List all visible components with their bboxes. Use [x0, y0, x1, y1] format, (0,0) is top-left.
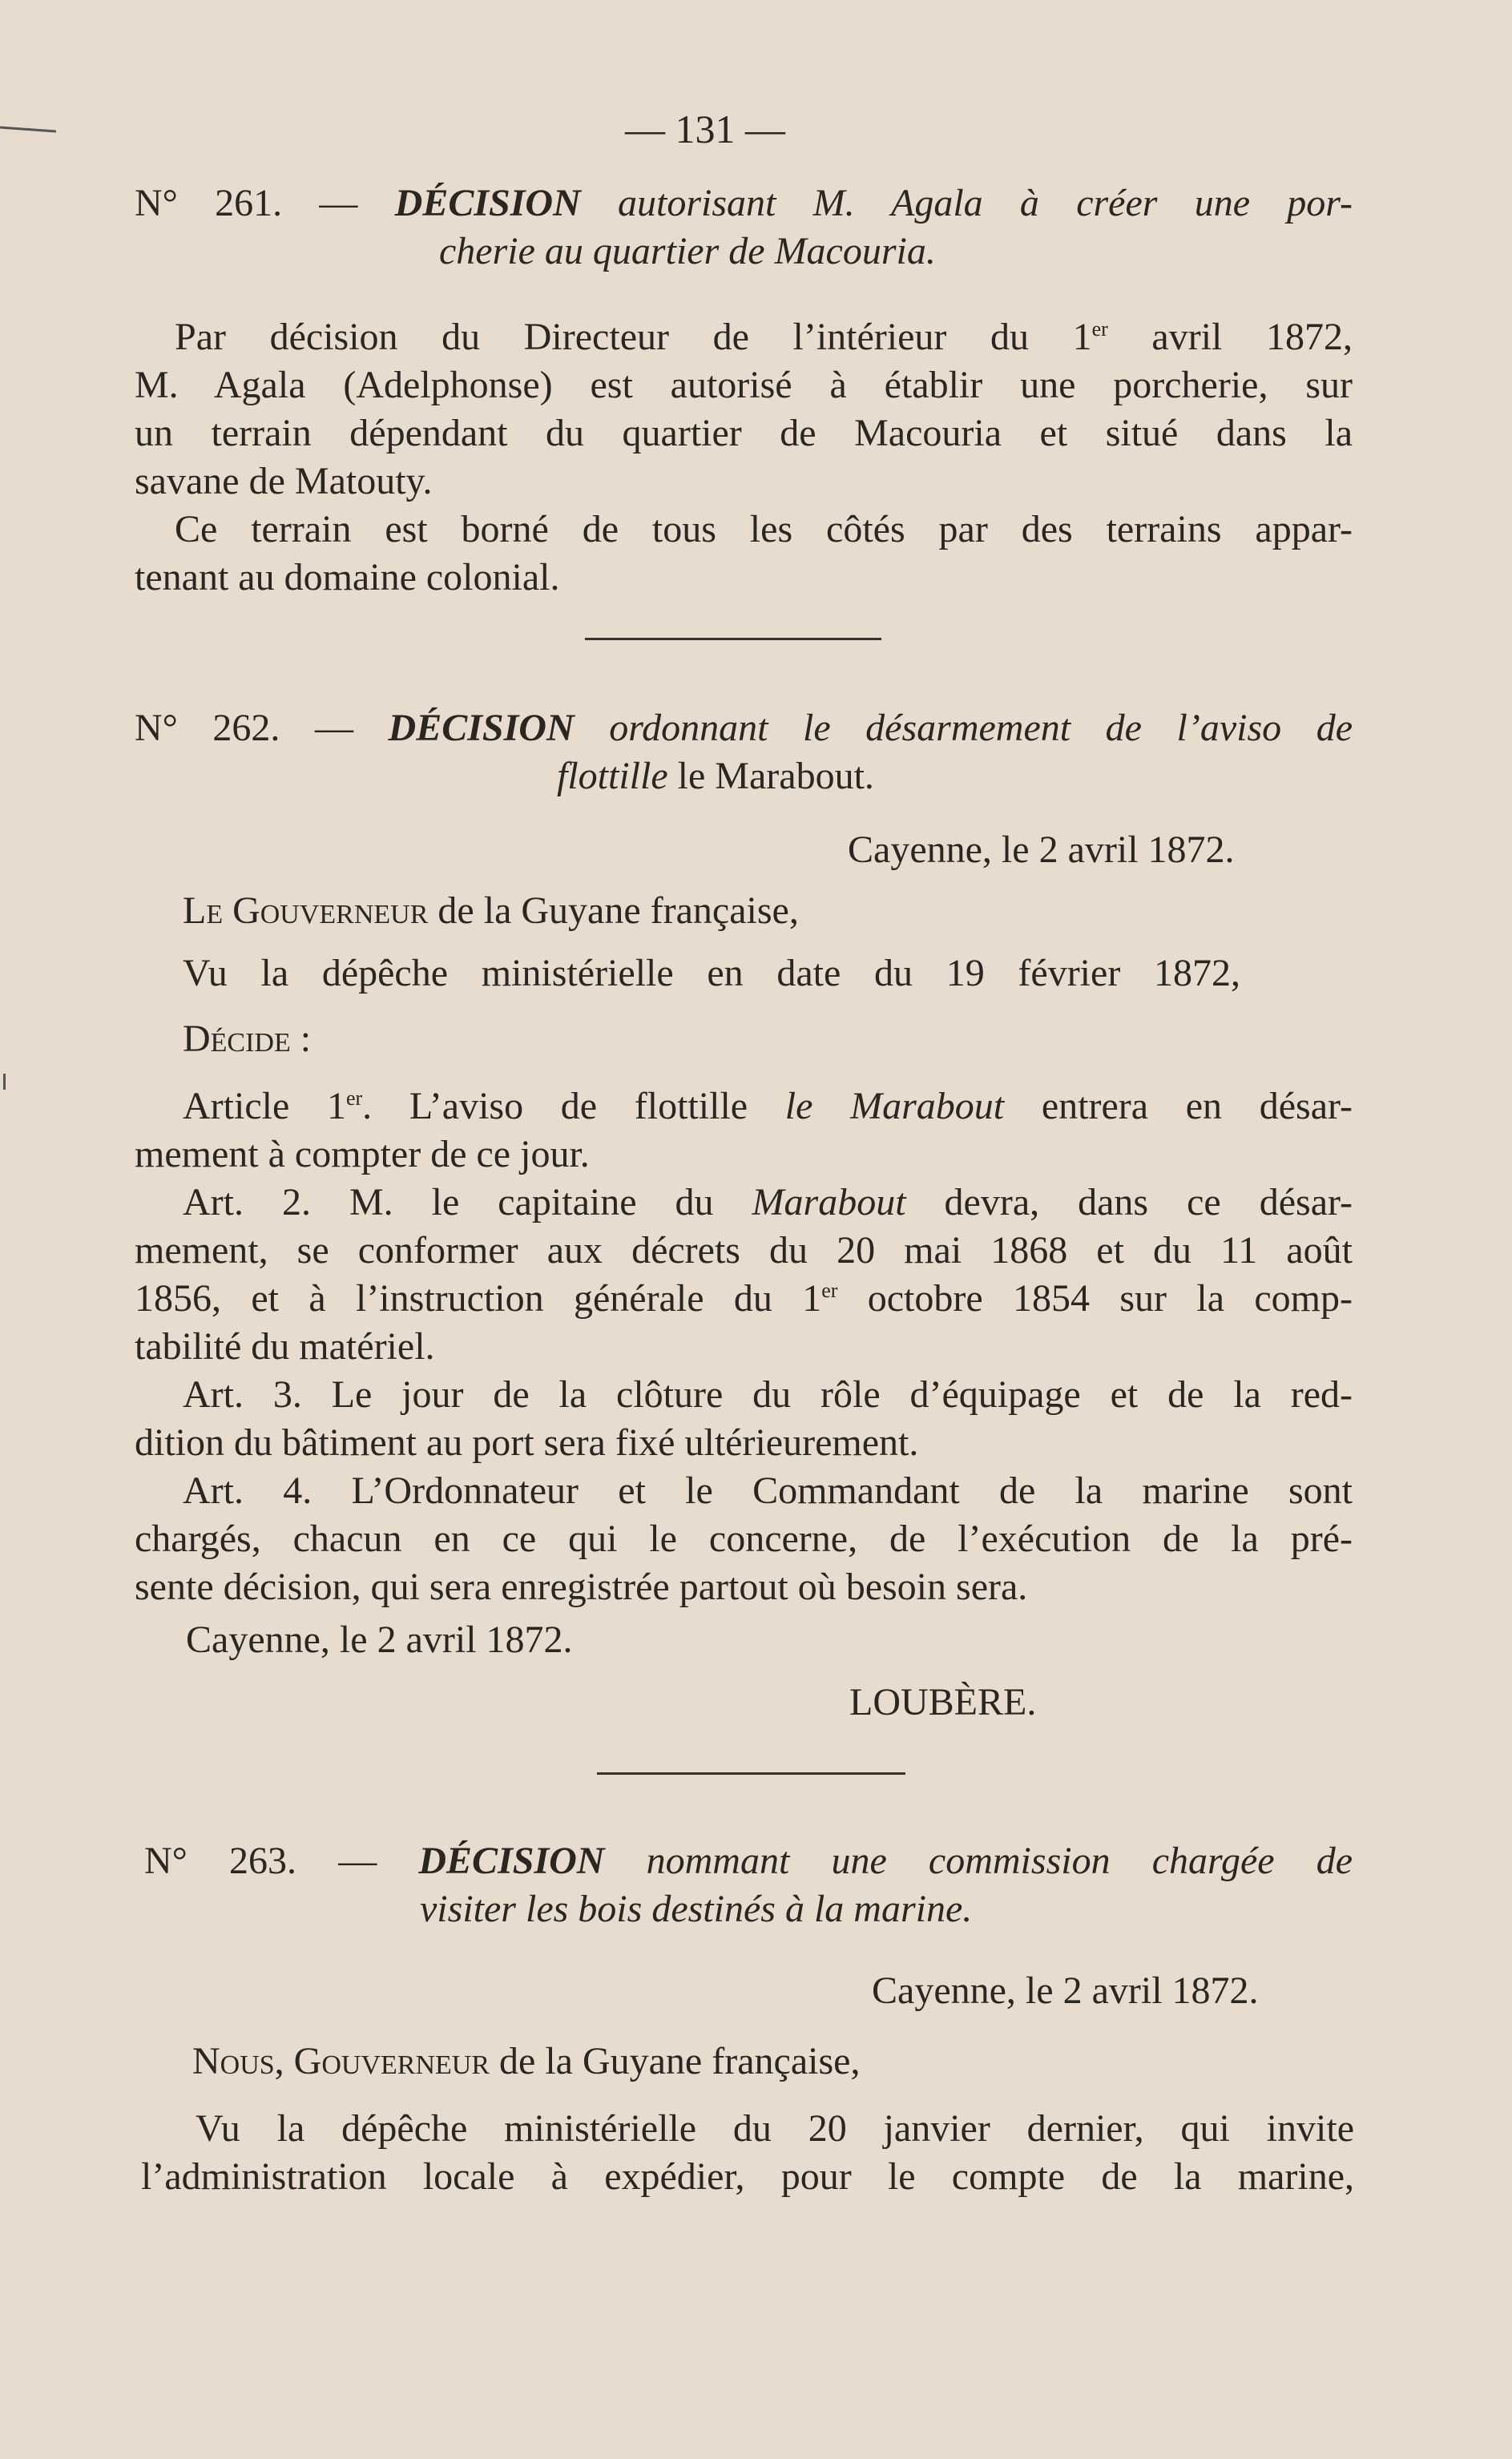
body-line: un terrain dépendant du quartier de Macouria et situé dans la	[135, 412, 1353, 454]
heading-dash: —	[338, 1840, 377, 1882]
article-1	[183, 1083, 1353, 1130]
ordinal-suffix: er	[1091, 317, 1108, 341]
decision-263-heading	[144, 1838, 1353, 1885]
scan-mark	[3, 1074, 6, 1090]
decision-number: N° 261.	[135, 182, 283, 224]
body-line: dition du bâtiment au port sera fixé ultérieurement.	[135, 1421, 919, 1464]
decision-word: DÉCISION	[394, 182, 581, 224]
article-2-rest: devra, dans ce désar-	[944, 1181, 1353, 1223]
closing-place-date: Cayenne, le 2 avril 1872.	[186, 1619, 573, 1661]
decision-title: nommant une commission chargée de	[646, 1840, 1353, 1882]
article-1-text: Article 1er. L’aviso de flottille	[183, 1085, 748, 1127]
body-line: Art. 4. L’Ordonnateur et le Commandant de la marine sont	[183, 1469, 1353, 1512]
decision-261-heading	[135, 180, 1353, 227]
issuer: Le Gouverneur	[183, 889, 429, 932]
body-line: tenant au domaine colonial.	[135, 556, 560, 599]
body-line: 1856, et à l’instruction générale du 1er octobre 1854 sur la comp-	[135, 1277, 1353, 1320]
opening-line	[183, 888, 799, 934]
decide-label: Décide :	[183, 1018, 312, 1060]
ship-name: le Marabout	[784, 1085, 1005, 1127]
body-line: mement, se conformer aux décrets du 20 mai 1868 et du 11 août	[135, 1229, 1353, 1272]
body-line: Art. 3. Le jour de la clôture du rôle d’équipage et de la red-	[183, 1373, 1353, 1416]
place-date: Cayenne, le 2 avril 1872.	[848, 828, 1235, 871]
ship-name: Marabout	[752, 1181, 906, 1223]
article-2	[183, 1179, 1353, 1226]
decision-262-heading	[135, 705, 1353, 752]
title-roman-part: le Marabout.	[677, 755, 874, 797]
decision-title-continued	[557, 753, 874, 800]
heading-dash: —	[319, 182, 358, 224]
decision-number: N° 262.	[135, 707, 280, 749]
article-2-text: Art. 2. M. le capitaine du	[183, 1181, 714, 1223]
body-line: M. Agala (Adelphonse) est autorisé à établir une porcherie, sur	[135, 364, 1353, 406]
issuer: Nous, Gouverneur	[192, 2040, 490, 2082]
ordinal-suffix: er	[821, 1279, 838, 1302]
body-line: sente décision, qui sera enregistrée partout où besoin sera.	[135, 1566, 1028, 1608]
body-line: Vu la dépêche ministérielle du 20 janvier dernier, qui invite	[196, 2107, 1354, 2150]
body-line-text: Par décision du Directeur de l’intérieur du 1er avril 1872,	[175, 316, 1353, 358]
section-divider	[585, 638, 881, 640]
article-1-rest: entrera en désar-	[1041, 1085, 1353, 1127]
decision-title-continued: cherie au quartier de Macouria.	[439, 230, 936, 272]
body-line: chargés, chacun en ce qui le concerne, de l’exécution de la pré-	[135, 1518, 1353, 1560]
body-line	[175, 314, 1353, 361]
section-divider	[597, 1772, 905, 1775]
signature: LOUBÈRE.	[849, 1681, 1037, 1723]
body-line: Ce terrain est borné de tous les côtés par des terrains appar-	[175, 508, 1353, 550]
decision-word: DÉCISION	[418, 1840, 605, 1882]
decision-title: autorisant M. Agala à créer une por-	[618, 182, 1353, 224]
scan-mark	[0, 127, 56, 133]
body-line: savane de Matouty.	[135, 460, 433, 502]
body-line: mement à compter de ce jour.	[135, 1133, 590, 1175]
decision-number: N° 263.	[144, 1840, 297, 1882]
issuer-rest: de la Guyane française,	[499, 2040, 861, 2082]
title-italic-part: flottille	[557, 755, 668, 797]
considerant: Vu la dépêche ministérielle en date du 19 février 1872,	[183, 952, 1240, 994]
place-date: Cayenne, le 2 avril 1872.	[872, 1969, 1259, 2012]
decision-word: DÉCISION	[388, 707, 575, 749]
page-number: — 131 —	[625, 107, 785, 151]
ordinal-suffix: er	[345, 1086, 363, 1110]
decision-title-continued: visiter les bois destinés à la marine.	[420, 1888, 973, 1930]
body-line: tabilité du matériel.	[135, 1325, 435, 1368]
issuer-rest: de la Guyane française,	[437, 889, 799, 932]
decision-title: ordonnant le désarmement de l’aviso de	[609, 707, 1353, 749]
heading-dash: —	[314, 707, 353, 749]
body-line: l’administration locale à expédier, pour le compte de la marine,	[141, 2155, 1354, 2198]
opening-line	[192, 2038, 860, 2085]
